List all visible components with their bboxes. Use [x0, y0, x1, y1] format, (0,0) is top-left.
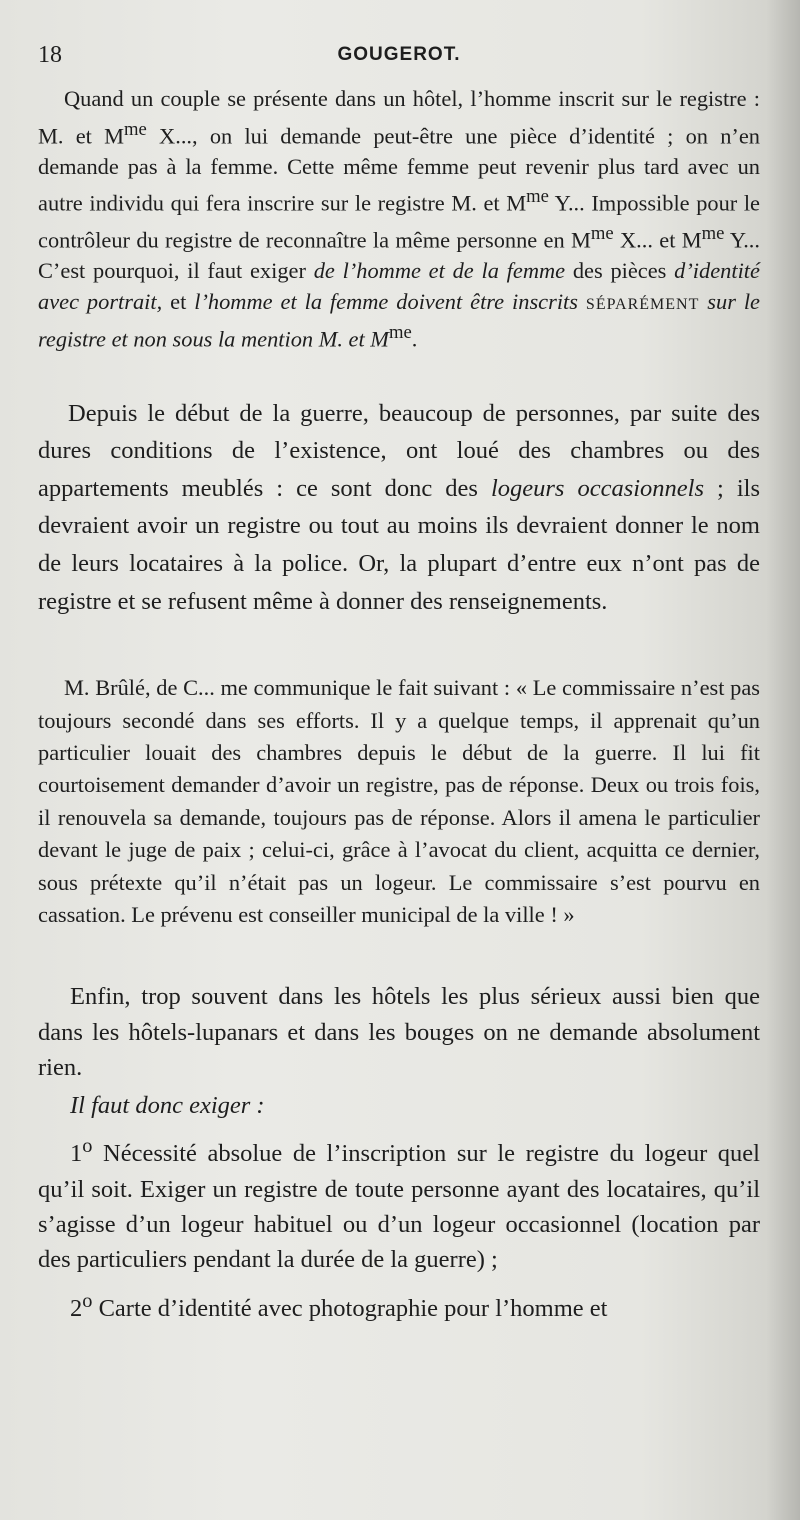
superscript: me [124, 118, 147, 140]
italic-run: sur le registre et non sous la mention M. et M [38, 288, 760, 352]
text-run: Y... C’est pourquoi, il faut exiger [38, 227, 761, 284]
text-run: Depuis le début de la guerre, beaucoup de personnes, par suite des dures conditions de l’existence, ont loué des chambres ou des appartements meublés : ce sont donc des [38, 399, 760, 502]
list-item-requirement-1 [38, 1129, 760, 1278]
superscript: me [526, 186, 549, 208]
paragraph-quoted-anecdote: M. Brûlé, de C... me communique le fait suivant : « Le commissaire n’est pas toujours secondé dans ses efforts. Il y a quelque temps, il apprenait qu’un particulier louait des chambres depuis le début de la guerre. Il lui fit courtoisement demander d’avoir un registre, pas de réponse. Deux ou trois fois, il renouvela sa demande, toujours pas de réponse. Alors il amena le particulier devant le juge de paix ; celui-ci, grâce à l’avocat du client, acquitta ce dernier, sous prétexte qu’il n’était pas un logeur. Le commissaire s’est pourvu en cassation. Le prévenu est conseiller municipal de la ville ! » [38, 675, 760, 928]
text-run: des pièces [565, 258, 675, 284]
superscript: o [82, 1289, 93, 1312]
italic-run: Il faut donc exiger : [70, 1091, 265, 1119]
item-text: Carte d’identité avec photographie pour l’homme et [92, 1295, 608, 1322]
italic-run: l’homme et la femme doivent être inscrits [194, 288, 578, 314]
italic-run: d’identité avec portrait, [38, 258, 760, 314]
superscript: me [590, 223, 614, 245]
page-header [38, 36, 760, 76]
list-item-requirement-2 [38, 1284, 760, 1327]
item-number: 2 [70, 1295, 83, 1322]
running-title: GOUGEROT. [337, 44, 461, 65]
italic-run: de l’homme et de la femme [313, 258, 566, 284]
superscript: me [701, 223, 725, 245]
item-number: 1 [70, 1140, 83, 1168]
text-run: et [162, 288, 195, 314]
page-number: 18 [38, 42, 62, 68]
text-run: X..., on lui demande peut-être une pièce d’identité ; on n’en demande pas à la femme. Cette même femme peut revenir plus tard avec un autre individu qui fera inscrire sur le registre M. et M [38, 123, 760, 216]
item-text: Nécessité absolue de l’inscription sur le registre du logeur quel qu’il soit. Exiger un registre de toute personne ayant des locataires, qu’il s’agisse d’un logeur habituel ou d’un logeur occasionnel (location par des particuliers pendant la durée de la guerre) ; [38, 1140, 760, 1274]
text-run: ; ils devraient avoir un registre ou tout au moins ils devraient donner le nom de leurs locataires à la police. Or, la plupart d’entre eux n’ont pas de registre et se refusent même à donner des renseignements. [38, 474, 760, 615]
superscript: me [388, 321, 412, 343]
smallcaps-run: séparément [585, 288, 700, 314]
text-run: . [411, 326, 418, 352]
paragraph-occasional-lodgers [38, 395, 760, 621]
paragraph-requirements-heading [38, 1088, 760, 1123]
text-run: Y... Impossible pour le contrôleur du registre de reconnaître la même personne en M [38, 190, 760, 253]
paragraph-conclusion: Enfin, trop souvent dans les hôtels les plus sérieux aussi bien que dans les hôtels-lupanars et dans les bouges on ne demande absolument rien. [38, 983, 760, 1082]
paragraph-hotel-registration [38, 84, 760, 355]
superscript: o [82, 1135, 93, 1158]
italic-run: logeurs occasionnels [490, 474, 705, 502]
text-run: Quand un couple se présente dans un hôtel, l’homme inscrit sur le registre : M. et M [38, 86, 760, 149]
text-run: X... et M [613, 227, 702, 253]
